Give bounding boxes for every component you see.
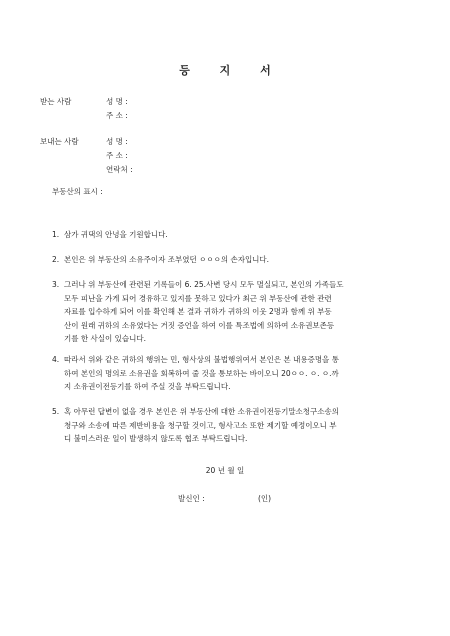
paragraph-line: 본인은 위 부동산의 소유주이자 조부였던 ㅇㅇㅇ의 손자입니다. [64, 255, 270, 264]
paragraph-line: 산이 원래 귀하의 소유였다는 거짓 증언을 하여 이를 특조법에 의하여 소유권보존등 [64, 320, 335, 330]
receiver-name-label: 성 명 : [106, 97, 128, 106]
paragraph-line: 삼가 귀댁의 안녕을 기원합니다. [64, 230, 168, 239]
paragraph-line: 모두 피난을 가게 되어 경유하고 있지를 못하고 있다가 최근 위 부동산에 관한 관련 [64, 293, 332, 303]
sender-signature-label: 발신인 : [178, 494, 205, 503]
paragraph-1 [52, 228, 412, 242]
document-title: 등 지 서 [179, 64, 284, 77]
seal-mark: (인) [258, 494, 272, 503]
paragraph-number: 3. [52, 280, 60, 289]
paragraph-line: 지 소유권이전등기를 하여 주실 것을 부탁드립니다. [64, 382, 231, 392]
paragraph-line: 기를 한 사실이 있습니다. [64, 334, 146, 344]
sender-address-label: 주 소 : [106, 151, 128, 160]
paragraph-number: 4. [52, 355, 60, 364]
sender-name-label: 성 명 : [106, 137, 128, 146]
paragraph-line: 자료를 입수하게 되어 이를 확인해 본 결과 귀하가 귀하의 이웃 2명과 함께 위 부동 [64, 307, 332, 317]
paragraph-2 [52, 253, 412, 267]
receiver-label: 받는 사람 [40, 97, 72, 106]
property-label: 부동산의 표시 : [52, 187, 103, 196]
paragraph-line: 디 불미스러운 일이 발생하지 않도록 협조 부탁드립니다. [64, 434, 248, 444]
paragraph-line: 그러나 위 부동산에 관련된 기록들이 6. 25.사변 당시 모두 멸실되고, 본인의 가족들도 [64, 280, 344, 289]
date-line: 20 년 월 일 [205, 466, 245, 475]
paragraph-line: 혹 아무런 답변이 없을 경우 본인은 위 부동산에 대한 소유권이전등기말소청구소송의 [64, 407, 340, 416]
paragraph-line: 하여 본인의 명의로 소유권을 회복하여 줄 것을 통보하는 바이오니 20ㅇㅇ. ㅇ. ㅇ.까 [64, 368, 339, 378]
sender-label: 보내는 사람 [40, 137, 79, 146]
sender-contact-label: 연락처 : [106, 165, 133, 174]
paragraph-line: 청구와 소송에 따른 제반비용을 청구할 것이고, 형사고소 또한 제기할 예정이오니 부 [64, 420, 337, 430]
paragraph-4 [52, 353, 412, 394]
paragraph-3 [52, 278, 412, 346]
paragraph-line: 따라서 위와 같은 귀하의 행위는 민, 형사상의 불법행위여서 본인은 본 내용증명을 통 [64, 355, 339, 364]
receiver-address-label: 주 소 : [106, 111, 128, 120]
paragraph-5 [52, 405, 412, 446]
paragraph-number: 2. [52, 255, 60, 264]
paragraph-number: 1. [52, 230, 60, 239]
paragraph-number: 5. [52, 407, 60, 416]
